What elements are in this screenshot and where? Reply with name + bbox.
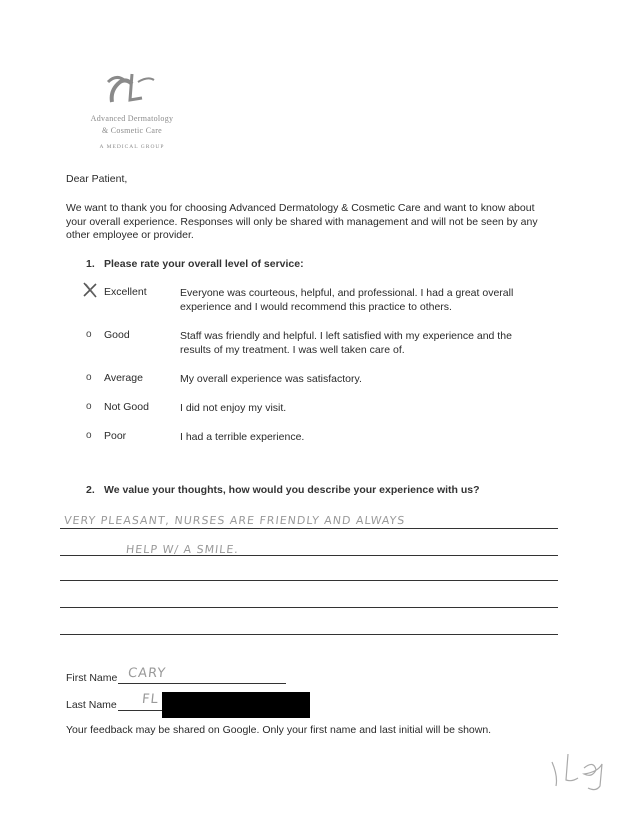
question-2-text: We value your thoughts, how would you describe your experience with us? [104,484,480,496]
last-name-field[interactable] [118,710,162,711]
handwritten-initials-signature [548,750,618,794]
letterhead-line2: & Cosmetic Care [101,126,163,135]
letterhead-logo [72,72,192,154]
question-2-number: 2. [86,484,95,496]
intro-paragraph: We want to thank you for choosing Advanced Dermatology & Cosmetic Care and want to know about your overall experience. Responses will only be shared with management and will not be seen by any other employee or provider. [66,202,538,241]
option-not-good-label[interactable]: Not Good [104,401,149,413]
option-good-label[interactable]: Good [104,329,130,341]
option-excellent-description: Everyone was courteous, helpful, and professional. I had a great overall experience and I would recommend this practice to others. [180,287,514,313]
answer-line-5[interactable] [60,634,558,635]
letterhead-line1: Advanced Dermatology [90,114,174,123]
option-good-radio[interactable]: o [86,329,92,340]
option-poor-label[interactable]: Poor [104,430,127,442]
option-not-good-description: I did not enjoy my visit. [180,402,287,414]
option-average-radio[interactable]: o [86,372,92,383]
redaction-bar [162,692,310,718]
question-1-number: 1. [86,258,95,270]
option-poor-radio[interactable]: o [86,430,92,441]
google-sharing-note: Your feedback may be shared on Google. Only your first name and last initial will be shown. [66,724,492,736]
last-name-label: Last Name [66,699,117,711]
answer-line-4[interactable] [60,607,558,608]
option-average-description: My overall experience was satisfactory. [180,373,362,385]
question-2 [86,484,480,496]
answer-line-2[interactable] [60,555,558,556]
question-1-text: Please rate your overall level of service: [104,258,304,270]
question-1 [86,258,304,270]
first-name-label: First Name [66,672,118,684]
answer-line-1[interactable] [60,528,558,529]
handwritten-answer-line1: VERY PLEASANT, NURSES ARE FRIENDLY AND ALWAYS [63,514,406,527]
greeting: Dear Patient, [66,173,128,185]
last-name-value: FL [141,692,160,707]
handwritten-answer-line2: HELP W/ A SMILE. [125,543,240,556]
option-excellent-label[interactable]: Excellent [104,286,147,298]
option-average-label[interactable]: Average [104,372,143,384]
first-name-field[interactable] [118,683,286,684]
logo-emblem-icon [102,72,158,108]
first-name-value: CARY [127,666,167,681]
answer-line-3[interactable] [60,580,558,581]
letterhead-line3: A MEDICAL GROUP [99,144,165,150]
option-poor-description: I had a terrible experience. [180,431,305,443]
option-not-good-radio[interactable]: o [86,401,92,412]
handwritten-x-checkmark-icon [81,281,99,299]
option-good-description: Staff was friendly and helpful. I left satisfied with my experience and the results of my treatment. I was well taken care of. [180,330,512,356]
